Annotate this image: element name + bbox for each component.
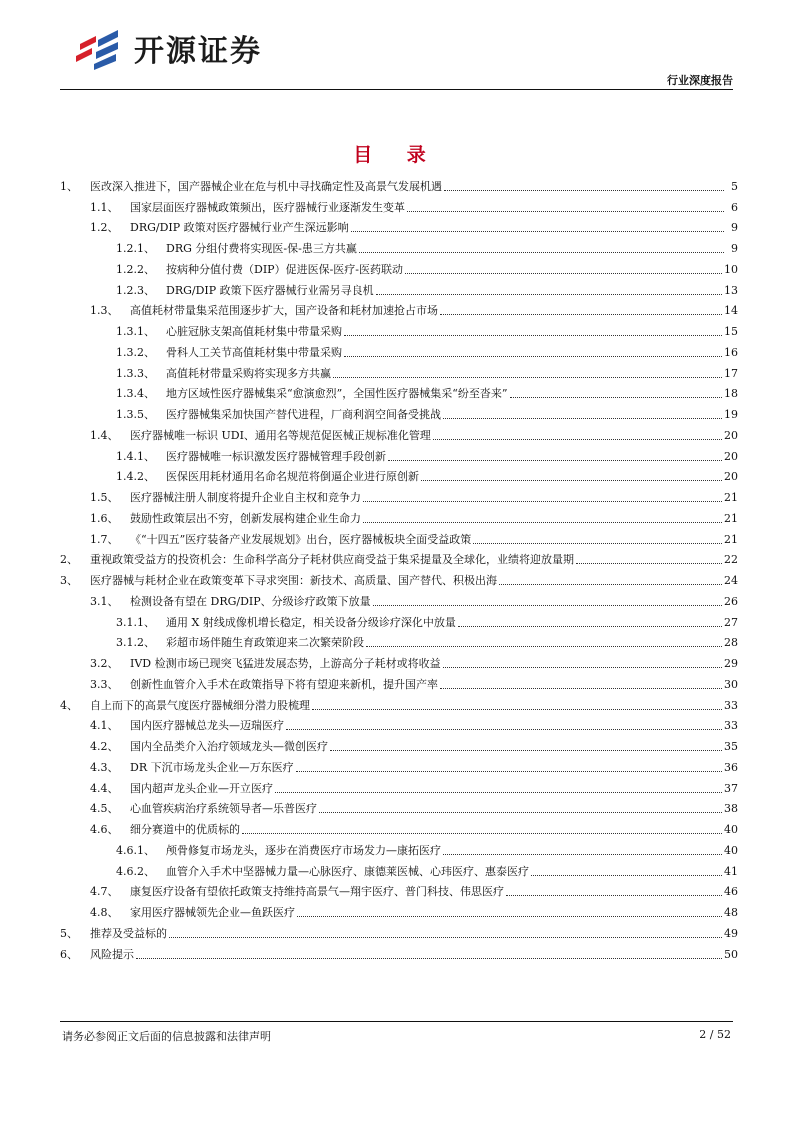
toc-entry[interactable] [60,278,738,299]
toc-leader-dots [330,749,722,751]
toc-entry-number: 1.2.1、 [116,242,155,255]
toc-entry-title: 检测设备有望在 DRG/DIP、分级诊疗政策下放量 [130,594,371,608]
toc-leader-dots [473,542,722,544]
toc-entry-number: 1、 [60,179,78,193]
toc-leader-dots [363,500,722,502]
toc-entry[interactable] [60,631,738,652]
toc-entry-title: 医疗器械唯一标识 UDI、通用名等规范促医械正规标准化管理 [130,428,431,442]
toc-entry-number: 4.4、 [90,781,119,795]
toc-entry-number: 4.5、 [90,802,119,816]
toc-entry-title: 国家层面医疗器械政策频出，医疗器械行业逐渐发生变革 [130,200,405,214]
toc-entry-title: DRG/DIP 政策对医疗器械行业产生深远影响 [130,221,349,235]
toc-entry-page: 16 [724,345,738,359]
toc-entry-number: 5、 [60,926,78,940]
toc-entry-number: 1.4.1、 [116,449,155,463]
toc-entry-page: 21 [724,511,738,525]
toc-entry-page: 29 [724,657,738,670]
toc-leader-dots [443,666,722,668]
toc-entry[interactable] [60,755,738,776]
toc-leader-dots [275,791,722,793]
toc-entry[interactable] [60,610,738,631]
toc-entry-page: 40 [724,823,738,836]
toc-entry[interactable] [60,797,738,818]
toc-entry[interactable] [60,361,738,382]
toc-entry-page: 14 [724,304,738,318]
toc-entry-number: 1.1、 [90,200,119,214]
toc-entry-page: 50 [724,947,738,961]
toc-leader-dots [344,355,722,357]
toc-leader-dots [136,957,722,959]
toc-entry[interactable] [60,485,738,506]
toc-leader-dots [440,313,722,315]
toc-entry-page: 35 [724,740,738,753]
toc-entry[interactable] [60,776,738,797]
toc-entry-number: 3、 [60,574,78,587]
toc-entry-title: 鼓励性政策层出不穷，创新发展构建企业生命力 [130,511,361,525]
toc-entry[interactable] [60,174,738,195]
toc-entry-title: 彩超市场伴随生育政策迎来二次繁荣阶段 [166,636,364,650]
toc-entry[interactable] [60,319,738,340]
toc-entry[interactable] [60,838,738,859]
toc-entry-title: 血管介入手术中坚器械力量—心脉医疗、康德莱医械、心玮医疗、惠泰医疗 [166,864,529,878]
toc-entry-number: 4.7、 [90,885,119,899]
toc-entry-page: 48 [724,906,738,919]
toc-entry[interactable] [60,340,738,361]
toc-entry-page: 20 [724,428,738,442]
toc-entry[interactable] [60,714,738,735]
toc-entry-page: 30 [724,677,738,691]
toc-entry-title: DR 下沉市场龙头企业—万东医疗 [130,760,294,774]
toc-entry-title: 自上而下的高景气度医疗器械细分潜力股梳理 [90,698,310,712]
toc-entry-title: 高值耗材带量采购将实现多方共赢 [166,366,331,380]
toc-entry-title: IVD 检测市场已现突飞猛进发展态势，上游高分子耗材或将收益 [130,657,441,670]
toc-entry-page: 46 [724,885,738,899]
toc-entry-number: 4.1、 [90,719,119,733]
toc-entry[interactable] [60,921,738,942]
toc-entry-number: 4、 [60,698,78,712]
toc-entry-page: 41 [724,864,738,878]
toc-entry-page: 40 [724,843,738,857]
toc-entry-page: 38 [724,802,738,816]
toc-entry[interactable] [60,444,738,465]
report-type-label: 行业深度报告 [667,74,733,87]
toc-entry-number: 4.3、 [90,760,119,774]
toc-leader-dots [458,625,722,627]
toc-leader-dots [344,334,722,336]
toc-entry-title: 医疗器械与耗材企业在政策变革下寻求突围：新技术、高质量、国产替代、积极出海 [90,574,497,587]
toc-entry-page: 17 [724,366,738,380]
toc-entry-page: 49 [724,926,738,940]
toc-entry[interactable] [60,817,738,838]
toc-entry[interactable] [60,693,738,714]
toc-entry[interactable] [60,257,738,278]
toc-leader-dots [440,687,722,689]
brand-name: 开源证券 [134,34,262,69]
toc-entry-number: 3.1.2、 [116,636,155,650]
toc-entry-number: 1.7、 [90,532,119,546]
toc-entry[interactable] [60,236,738,257]
toc-entry[interactable] [60,880,738,901]
toc-entry-title: 高值耗材带量集采范围逐步扩大，国产设备和耗材加速抢占市场 [130,304,438,318]
toc-entry-page: 21 [724,491,738,504]
toc-entry-number: 4.6、 [90,823,119,836]
toc-leader-dots [443,417,722,419]
toc-entry-page: 13 [724,283,738,297]
toc-entry-title: 细分赛道中的优质标的 [130,823,240,836]
toc-entry-title: 地方区域性医疗器械集采“愈演愈烈”，全国性医疗器械集采“纷至沓来” [166,387,508,401]
toc-leader-dots [405,272,722,274]
toc-leader-dots [333,376,722,378]
table-of-contents [60,174,738,963]
toc-entry-title: 《“十四五”医疗装备产业发展规划》出台，医疗器械板块全面受益政策 [130,532,472,546]
toc-leader-dots [373,604,722,606]
toc-entry-title: 国内医疗器械总龙头—迈瑞医疗 [130,719,284,733]
toc-entry-number: 4.6.2、 [116,864,155,878]
toc-entry-title: 按病种分值付费（DIP）促进医保-医疗-医药联动 [166,262,403,276]
toc-entry-page: 28 [724,636,738,650]
toc-leader-dots [296,770,722,772]
toc-entry-number: 1.5、 [90,491,119,504]
toc-leader-dots [351,230,724,232]
toc-entry[interactable] [60,299,738,320]
toc-entry-number: 4.8、 [90,906,119,919]
toc-entry-number: 1.3.4、 [116,387,155,401]
toc-entry-title: 创新性血管介入手术在政策指导下将有望迎来新机，提升国产率 [130,677,438,691]
toc-entry-title: 国内超声龙头企业—开立医疗 [130,781,273,795]
toc-entry-page: 20 [724,449,738,463]
toc-entry-page: 19 [724,408,738,421]
toc-entry[interactable] [60,672,738,693]
toc-entry-title: 心血管疾病治疗系统领导者—乐普医疗 [130,802,317,816]
toc-entry-number: 3.3、 [90,677,119,691]
toc-entry[interactable] [60,382,738,403]
toc-leader-dots [242,832,722,834]
toc-leader-dots [421,479,722,481]
toc-entry-page: 6 [731,200,738,214]
toc-entry-page: 10 [724,262,738,276]
toc-entry[interactable] [60,527,738,548]
toc-entry-title: 通用 X 射线成像机增长稳定，相关设备分级诊疗深化中放量 [166,615,456,629]
toc-entry-number: 3.1、 [90,594,119,608]
footer-disclaimer: 请务必参阅正文后面的信息披露和法律声明 [62,1030,271,1043]
toc-entry-title: 医疗器械集采加快国产替代进程，厂商利润空间备受挑战 [166,408,441,421]
toc-entry-page: 37 [724,781,738,795]
toc-entry-number: 1.3.1、 [116,325,155,338]
toc-title: 目 录 [353,144,440,166]
brand-mark-icon [72,26,124,70]
toc-leader-dots [319,811,722,813]
toc-entry-page: 26 [724,594,738,608]
toc-entry-title: 重视政策受益方的投资机会：生命科学高分子耗材供应商受益于集采提量及全球化，业绩将迎放量期 [90,553,574,567]
toc-entry-number: 1.3.2、 [116,345,155,359]
toc-entry-number: 1.2.2、 [116,262,155,276]
toc-entry[interactable] [60,589,738,610]
toc-leader-dots [286,728,722,730]
toc-entry-title: 家用医疗器械领先企业—鱼跃医疗 [130,906,295,919]
toc-entry[interactable] [60,465,738,486]
toc-leader-dots [363,521,722,523]
toc-leader-dots [312,708,722,710]
toc-entry[interactable] [60,859,738,880]
toc-entry-page: 24 [724,574,738,587]
toc-entry[interactable] [60,402,738,423]
toc-entry-page: 33 [724,698,738,712]
toc-entry-number: 3.2、 [90,657,119,670]
toc-leader-dots [388,459,722,461]
toc-leader-dots [443,853,722,855]
toc-leader-dots [297,915,722,917]
toc-entry-page: 5 [731,179,738,193]
toc-entry-title: 康复医疗设备有望依托政策支持维持高景气—翔宇医疗、普门科技、伟思医疗 [130,885,504,899]
header-divider [60,89,733,90]
toc-entry-number: 4.2、 [90,740,119,753]
company-logo [72,24,262,72]
toc-entry-title: 心脏冠脉支架高值耗材集中带量采购 [166,325,342,338]
toc-entry-page: 27 [724,615,738,629]
toc-entry-title: 国内全品类介入治疗领域龙头—微创医疗 [130,740,328,753]
toc-entry-number: 1.4.2、 [116,470,155,484]
toc-entry-title: 医保医用耗材通用名命名规范将倒逼企业进行原创新 [166,470,419,484]
toc-leader-dots [407,210,724,212]
toc-entry-number: 6、 [60,947,78,961]
toc-entry-title: 医疗器械注册人制度将提升企业自主权和竞争力 [130,491,361,504]
toc-entry[interactable] [60,651,738,672]
toc-entry[interactable] [60,734,738,755]
toc-entry-title: 医改深入推进下，国产器械企业在危与机中寻找确定性及高景气发展机遇 [90,179,442,193]
toc-entry-title: 骨科人工关节高值耗材集中带量采购 [166,345,342,359]
toc-entry-page: 18 [724,387,738,401]
toc-entry-title: 医疗器械唯一标识激发医疗器械管理手段创新 [166,449,386,463]
toc-entry-number: 1.3、 [90,304,119,318]
toc-entry-number: 1.3.5、 [116,408,155,421]
toc-leader-dots [499,583,722,585]
toc-entry[interactable] [60,568,738,589]
toc-leader-dots [576,562,722,564]
toc-entry[interactable] [60,900,738,921]
toc-entry[interactable] [60,942,738,963]
toc-entry-page: 22 [724,553,738,567]
toc-entry-page: 15 [724,325,738,338]
toc-entry-number: 1.2.3、 [116,283,155,297]
toc-leader-dots [169,936,722,938]
toc-leader-dots [359,251,724,253]
toc-entry-title: DRG/DIP 政策下医疗器械行业需另寻良机 [166,283,374,297]
toc-leader-dots [531,874,722,876]
toc-entry[interactable] [60,195,738,216]
toc-entry-page: 33 [724,719,738,733]
toc-entry-number: 1.6、 [90,511,119,525]
footer-divider [60,1021,733,1022]
toc-entry[interactable] [60,506,738,527]
toc-leader-dots [444,189,724,191]
page-number: 2 / 52 [699,1028,731,1041]
toc-entry-page: 9 [731,242,738,255]
toc-entry-page: 36 [724,760,738,774]
toc-entry-page: 20 [724,470,738,484]
toc-leader-dots [433,438,722,440]
toc-entry[interactable] [60,423,738,444]
toc-entry-title: 推荐及受益标的 [90,926,167,940]
toc-entry-number: 4.6.1、 [116,843,155,857]
toc-entry-title: 颅骨修复市场龙头，逐步在消费医疗市场发力—康拓医疗 [166,843,441,857]
toc-entry-page: 21 [724,532,738,546]
toc-leader-dots [366,645,722,647]
toc-entry[interactable] [60,216,738,237]
toc-leader-dots [510,396,723,398]
toc-entry-number: 2、 [60,553,78,567]
toc-entry-title: DRG 分组付费将实现医-保-患三方共赢 [166,242,357,255]
toc-leader-dots [376,293,722,295]
toc-entry-page: 9 [731,221,738,235]
toc-entry-number: 1.4、 [90,428,119,442]
toc-entry-number: 1.3.3、 [116,366,155,380]
toc-leader-dots [506,894,722,896]
toc-entry[interactable] [60,548,738,569]
toc-entry-title: 风险提示 [90,947,134,961]
toc-entry-number: 3.1.1、 [116,615,155,629]
toc-entry-number: 1.2、 [90,221,119,235]
